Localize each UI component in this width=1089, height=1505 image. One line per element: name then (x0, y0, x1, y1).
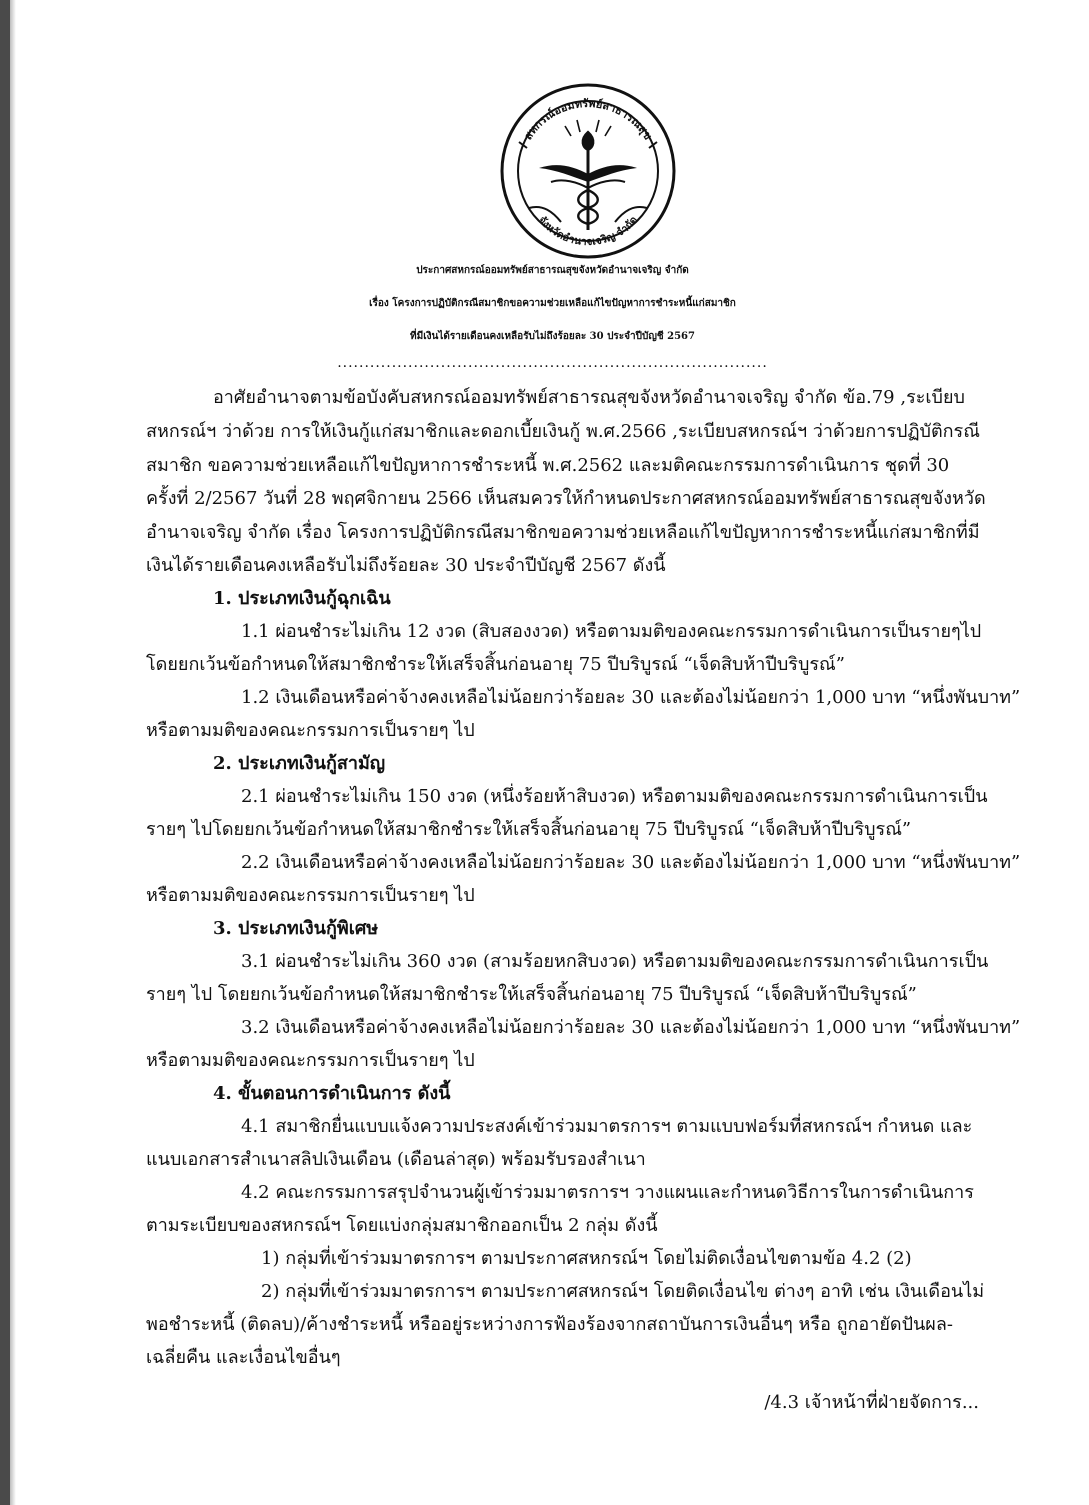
section4-line: แนบเอกสารสำเนาสลิปเงินเดือน (เดือนล่าสุด) พร้อมรับรองสำเนา (146, 1149, 646, 1170)
section4-line: พอชำระหนี้ (ติดลบ)/ค้างชำระหนี้ หรืออยู่ระหว่างการฟ้องร้องจากสถาบันการเงินอื่นๆ หรือ ถูกอายัดปันผล- (146, 1314, 953, 1335)
section4-group-item: 2) กลุ่มที่เข้าร่วมมาตรการฯ ตามประกาศสหกรณ์ฯ โดยติดเงื่อนไข ต่างๆ อาทิ เช่น เงินเดือนไม่ (261, 1281, 985, 1302)
seal-bottom-text: จังหวัดอำนาจเจริญ จำกัด (535, 214, 641, 249)
section4-line: 4.1 สมาชิกยื่นแบบแจ้งความประสงค์เข้าร่วมมาตรการฯ ตามแบบฟอร์มที่สหกรณ์ฯ กำหนด และ (241, 1116, 973, 1137)
section1-line: 1.2 เงินเดือนหรือค่าจ้างคงเหลือไม่น้อยกว่าร้อยละ 30 และต้องไม่น้อยกว่า 1,000 บาท “หนึ่งพันบาท” (241, 687, 1021, 708)
document-page (16, 0, 1089, 1505)
page-continuation-note: /4.3 เจ้าหน้าที่ฝ่ายจัดการ... (764, 1392, 979, 1413)
preamble-line: อาศัยอำนาจตามข้อบังคับสหกรณ์ออมทรัพย์สาธารณสุขจังหวัดอำนาจเจริญ จำกัด ข้อ.79 ,ระเบียบ (213, 387, 965, 408)
section1-line: หรือตามมติของคณะกรรมการเป็นรายๆ ไป (146, 720, 475, 741)
announcement-subject: เรื่อง โครงการปฏิบัติกรณีสมาชิกขอความช่วยเหลือแก้ไขปัญหาการชำระหนี้แก่สมาชิก (369, 298, 736, 309)
page-frame-edge (0, 0, 10, 1505)
caduceus-emblem-icon (519, 120, 657, 230)
section-heading-procedure: 4. ขั้นตอนการดำเนินการ ดังนี้ (213, 1083, 451, 1104)
section-heading-special-loan: 3. ประเภทเงินกู้พิเศษ (213, 918, 379, 939)
cooperative-seal-logo (499, 82, 677, 260)
header-divider: ............................................................................... (337, 355, 768, 371)
preamble-line: ครั้งที่ 2/2567 วันที่ 28 พฤศจิกายน 2566 เห็นสมควรให้กำหนดประกาศสหกรณ์ออมทรัพย์สาธารณสุขจังหวัด (146, 488, 986, 509)
section1-line: โดยยกเว้นข้อกำหนดให้สมาชิกชำระให้เสร็จสิ้นก่อนอายุ 75 ปีบริบูรณ์ “เจ็ดสิบห้าปีบริบูรณ์” (146, 654, 845, 675)
section4-line: เฉลี่ยคืน และเงื่อนไขอื่นๆ (146, 1347, 341, 1368)
section4-line: 4.2 คณะกรรมการสรุปจำนวนผู้เข้าร่วมมาตรการฯ วางแผนและกำหนดวิธีการในการดำเนินการ (241, 1182, 974, 1203)
section2-line: 2.1 ผ่อนชำระไม่เกิน 150 งวด (หนึ่งร้อยห้าสิบงวด) หรือตามมติของคณะกรรมการดำเนินการเป็น (241, 786, 988, 807)
section2-line: หรือตามมติของคณะกรรมการเป็นรายๆ ไป (146, 885, 475, 906)
section3-line: 3.1 ผ่อนชำระไม่เกิน 360 งวด (สามร้อยหกสิบงวด) หรือตามมติของคณะกรรมการดำเนินการเป็น (241, 951, 989, 972)
section2-line: รายๆ ไปโดยยกเว้นข้อกำหนดให้สมาชิกชำระให้เสร็จสิ้นก่อนอายุ 75 ปีบริบูรณ์ “เจ็ดสิบห้าปีบริบูรณ์” (146, 819, 912, 840)
seal-top-text: สหกรณ์ออมทรัพย์สาธารณสุข (521, 96, 655, 143)
section3-line: รายๆ ไป โดยยกเว้นข้อกำหนดให้สมาชิกชำระให้เสร็จสิ้นก่อนอายุ 75 ปีบริบูรณ์ “เจ็ดสิบห้าปีบริบูรณ์” (146, 984, 917, 1005)
section3-line: 3.2 เงินเดือนหรือค่าจ้างคงเหลือไม่น้อยกว่าร้อยละ 30 และต้องไม่น้อยกว่า 1,000 บาท “หนึ่งพันบาท” (241, 1017, 1021, 1038)
preamble-line: สมาชิก ขอความช่วยเหลือแก้ไขปัญหาการชำระหนี้ พ.ศ.2562 และมติคณะกรรมการดำเนินการ ชุดที่ 30 (146, 455, 950, 476)
section4-line: ตามระเบียบของสหกรณ์ฯ โดยแบ่งกลุ่มสมาชิกออกเป็น 2 กลุ่ม ดังนี้ (146, 1215, 658, 1236)
preamble-line: สหกรณ์ฯ ว่าด้วย การให้เงินกู้แก่สมาชิกและดอกเบี้ยเงินกู้ พ.ศ.2566 ,ระเบียบสหกรณ์ฯ ว่าด้วยการปฏิบัติกรณี (146, 421, 980, 442)
section2-line: 2.2 เงินเดือนหรือค่าจ้างคงเหลือไม่น้อยกว่าร้อยละ 30 และต้องไม่น้อยกว่า 1,000 บาท “หนึ่งพันบาท” (241, 852, 1021, 873)
preamble-line: อำนาจเจริญ จำกัด เรื่อง โครงการปฏิบัติกรณีสมาชิกขอความช่วยเหลือแก้ไขปัญหาการชำระหนี้แก่สมาชิกที่มี (146, 522, 980, 543)
section-heading-emergency-loan: 1. ประเภทเงินกู้ฉุกเฉิน (213, 588, 391, 609)
announcement-subject-cont: ที่มีเงินได้รายเดือนคงเหลือรับไม่ถึงร้อยละ 30 ประจำปีบัญชี 2567 (410, 331, 695, 342)
preamble-line: เงินได้รายเดือนคงเหลือรับไม่ถึงร้อยละ 30 ประจำปีบัญชี 2567 ดังนี้ (146, 555, 666, 576)
section3-line: หรือตามมติของคณะกรรมการเป็นรายๆ ไป (146, 1050, 475, 1071)
section4-group-item: 1) กลุ่มที่เข้าร่วมมาตรการฯ ตามประกาศสหกรณ์ฯ โดยไม่ติดเงื่อนไขตามข้อ 4.2 (2) (261, 1248, 912, 1269)
section-heading-ordinary-loan: 2. ประเภทเงินกู้สามัญ (213, 753, 386, 774)
announcement-title: ประกาศสหกรณ์ออมทรัพย์สาธารณสุขจังหวัดอำนาจเจริญ จำกัด (416, 265, 689, 276)
section1-line: 1.1 ผ่อนชำระไม่เกิน 12 งวด (สิบสองงวด) หรือตามมติของคณะกรรมการดำเนินการเป็นรายๆไป (241, 621, 982, 642)
